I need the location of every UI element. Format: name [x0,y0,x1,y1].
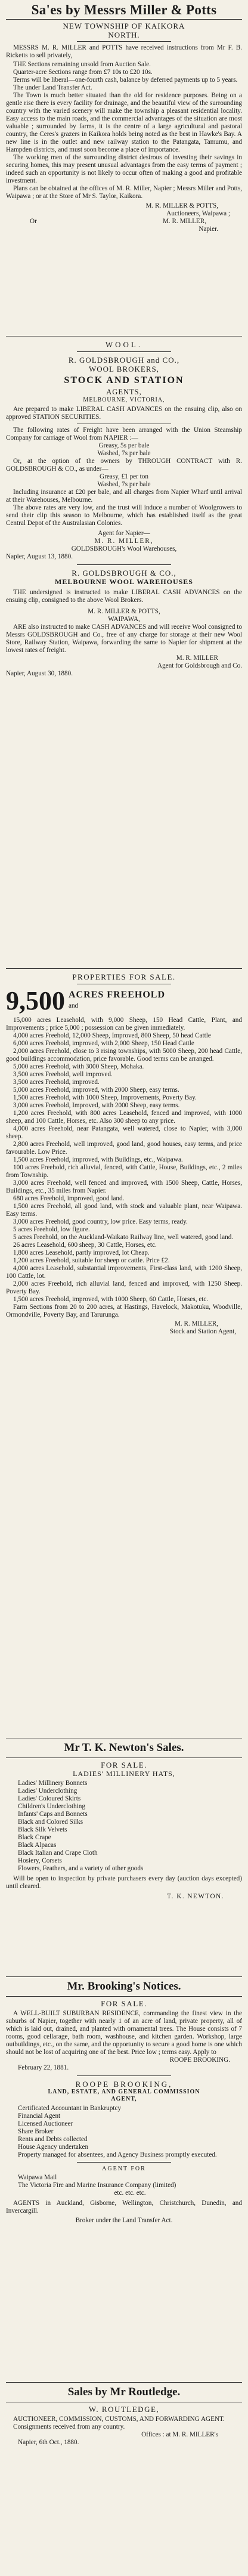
signature-detail: Stock and Station Agent, [169,1328,236,1335]
firm-title: AGENT, [111,2096,137,2102]
firm-name: AGENTS, [106,388,142,396]
property-item: 3,000 acres Freehold, well fenced and improved, with 1500 Sheep, Cattle, Horses, Buildings, etc., 35 miles from Napier. [6,1179,242,1194]
firm-name: W. ROUTLEDGE, [88,2405,160,2414]
service-item: Licensed Auctioneer [18,2120,73,2127]
goods-item: Infants' Caps and Bonnets [18,1811,88,1818]
service-item: Rents and Debts collected [18,2136,88,2143]
firm-location: MELBOURNE, VICTORIA, [83,397,165,403]
goods-item: Children's Underclothing [18,1803,85,1810]
body-paragraph: Will be open to inspection by private purchasers every day (auction days excepted) until cleared. [6,1875,242,1890]
property-item: 26 acres Leasehold, 600 sheep, 30 Cattle, Horses, etc. [13,1241,157,1249]
for-sale-heading: FOR SALE. [101,1999,147,2008]
agent-line: Agent for Napier— [98,530,150,537]
firm-title: LAND, ESTATE, AND GENERAL COMMISSION [48,2089,200,2095]
body-paragraph: The under Land Transfer Act. [13,84,92,91]
headline-and: and [69,1002,79,1009]
agency-item: etc. etc. etc. [114,2189,146,2197]
body-paragraph: MESSRS M. R. MILLER and POTTS have received instructions from Mr F. B. Ricketts to sell privately, [6,44,242,59]
property-item: 2,800 acres Freehold, well improved, good land, good houses, easy terms, and price favourable. Low Price. [6,1141,242,1156]
body-paragraph: Are prepared to make LIBERAL CASH ADVANCES on the ensuing clip, also on approved STATION SECURITIES. [6,406,242,421]
divider [77,351,171,352]
goods-list [6,1780,242,1873]
signature: T. K. NEWTON. [167,1893,224,1900]
property-item: 2,000 acres Freehold, close to 3 rising townships, with 5000 Sheep, 200 head Cattle, good buildings accommodation, price favorable. Good terms can be arranged. [6,1048,242,1062]
date-line: Napier, August 13, 1880. [6,553,73,560]
sales-miller-potts-section [6,2,242,336]
property-item: 3,000 acres Freehold, Improved, with 2000 Sheep, easy terms. [13,1102,180,1109]
goods-item: Black Silk Velvets [18,1826,67,1833]
property-item: 3,500 acres Freehold, improved. [13,1079,100,1086]
service-item: Certificated Accountant in Bankruptcy [18,2105,122,2112]
body-paragraph: Including insurance at £20 per bale, and all charges from Napier Wharf until arrival at their Warehouses, Melbourne. [6,489,242,504]
body-paragraph: Terms will be liberal—one-fourth cash, balance by deferred payments up to 5 years. [13,76,238,84]
subtitle: NORTH. [108,30,140,39]
body-paragraph: The following rates of Freight have been arranged with the Union Steamship Company for carriage of Wool from NAPIER :— [6,427,242,441]
property-item: 4,000 acres Freehold, 12,000 Sheep, Improved, 800 Sheep, 50 head Cattle [13,1032,211,1039]
goods-item: Black and Colored Silks [18,1818,83,1826]
service-item: House Agency undertaken [18,2143,89,2151]
section-heading: Mr. Brooking's Notices. [67,1980,181,1993]
offices-line: Offices : at M. R. MILLER's [141,2431,218,2438]
firm-name: R. GOLDSBROUGH & CO., [72,569,176,577]
section-heading: Sales by Mr Routledge. [67,2386,181,2398]
body-paragraph: THE undersigned is instructed to make LIBERAL CASH ADVANCES on the ensuing clip, consigned to the above Wool Brokers. [6,589,242,604]
divider [77,564,171,565]
divider [77,41,171,42]
headline-block [6,988,242,1014]
for-sale-heading: FOR SALE. [101,1760,147,1769]
property-item: 4,000 acres Freehold, near Patangata, well watered, close to Napier, with 3,000 sheep. [6,1125,242,1140]
subheading: LADIES' MILLINERY HATS, [73,1769,175,1778]
signature: M. R. MILLER & POTTS, [145,202,218,209]
property-item: 15,000 acres Leasehold, with 9,000 Sheep, 150 Head Cattle, Plant, and Improvements ; price 5,000 ; possession can be given immediately. [6,1017,242,1031]
firm-title: STOCK AND STATION [64,375,184,385]
goods-item: Black Crape [18,1834,51,1841]
rate-line: Washed, 7s per bale [97,450,151,457]
divider [6,2382,242,2383]
body-paragraph: The working men of the surrounding district desirous of investing their savings in securing homes, this may present unusual advantages from the easy terms of payment ; indeed such an opportunity is not likely to occur often of making a good and profitable investment. [6,154,242,184]
divider [6,19,242,20]
signature: ROOPE BROOKING. [169,2056,230,2064]
headline-number: 9,500 [6,988,65,1014]
property-item: 1,500 acres Freehold, with 1000 Sheep, Improvements, Poverty Bay. [13,1094,197,1101]
goods-item: Ladies' Coloured Skirts [18,1795,81,1802]
property-item: 6,000 acres Freehold, improved, with 2,000 Sheep, 150 Head Cattle [13,1040,194,1047]
headline-text: ACRES FREEHOLD [69,990,166,1000]
property-item: 5,000 acres Freehold, improved, with 2000 Sheep, easy terms. [13,1086,179,1094]
divider [6,1996,242,1997]
goods-item: Black Italian and Crape Cloth [18,1849,98,1857]
body-paragraph: The Town is much better situated than the old for residence purposes. Being on a gentle rise there is every facility for drainage, and the beautiful view of the surrounding country with the varied scenery will make the township a pleasant residential locality. Easy access to the main roads, and the commercial advantages of the situation are most valuable ; surrounded by farms, it is the centre of a large agricultural and pastoral country, the Ceres's grazers in Kaikora holds being noted as the best in Hawke's Bay. A new line is in the outlet and new railway station to the Patangata, Tamumu, and Hampden districts, and must soon become a place of importance. [6,92,242,153]
property-list [6,1017,242,1319]
property-item: 1,200 acres Freehold, with 800 acres Leasehold, fenced and improved, with 1000 sheep, and 100 Cattle, Horses, etc. Also 300 sheep to any price. [6,1110,242,1125]
properties-section [6,968,242,1738]
divider [6,1976,242,1977]
rate-line: Washed, 7s per bale [97,481,151,488]
property-item: 5,000 acres Freehold, with 3000 Sheep, Mohaka. [13,1063,144,1070]
body-paragraph: The above rates are very low, and the trust will induce a number of Woolgrowers to send their clip this season to Melbourne, which has established itself as the great Central Depot of the Australasian Colonies. [6,504,242,527]
body-paragraph: Quarter-acre Sections range from £7 10s to £20 10s. [13,69,153,76]
agent-name: M. R. MILLER, [94,538,154,545]
goods-item: Hosiery, Corsets [18,1857,62,1864]
agency-item: The Victoria Fire and Marine Insurance Company (limited) [18,2182,176,2189]
subtitle: NEW TOWNSHIP OF KAIKORA [63,21,185,30]
service-item: Financial Agent [18,2112,61,2120]
goods-item: Ladies' Underclothing [18,1787,78,1794]
agency-item: Waipawa Mail [18,2174,57,2181]
service-item: Share Broker [18,2128,54,2135]
firm-name: MELBOURNE WOOL WAREHOUSES [55,577,193,586]
divider [6,968,242,969]
body-paragraph: A WELL-BUILT SUBURBAN RESIDENCE, commanding the finest view in the suburbs of Napier, together with nearly 1 of an acre of land, private property, all of which is laid out, drained, and planted with ornamental trees. The House consists of 7 rooms, good cellarage, bath room, washhouse, and kitchen garden. Workshop, large outbuildings, etc., on the same, and the opportunity to secure a good home is one which should not be lost of acquiring one of the best. Price low ; terms easy. Apply to [6,2010,242,2056]
routledge-section [6,2382,242,2501]
date-line: February 22, 1881. [18,2064,69,2071]
signature-place: WAIPAWA, [108,616,140,623]
section-heading: Sa'es by Messrs Miller & Potts [31,2,217,17]
signature-detail: Agent for Goldsbrough and Co. [157,662,242,669]
agencies-list [6,2174,242,2197]
section-heading: WOOL. [105,340,143,349]
signature-place: Auctioneers, Waipawa ; [166,210,230,217]
divider [77,2075,171,2076]
firm-name: WOOL BROKERS, [89,365,159,373]
section-heading: Mr T. K. Newton's Sales. [64,1741,184,1754]
property-item: 5 acres Freehold, on the Auckland-Waikato Railway line, well watered, good land. [13,1234,234,1241]
date-line: Napier, 6th Oct., 1880. [18,2439,79,2446]
section-heading: PROPERTIES FOR SALE. [72,972,176,981]
signature: M. R. MILLER & POTTS, [88,608,160,615]
body-paragraph: Plans can be obtained at the offices of M. R. Miller, Napier ; Messrs Miller and Potts, Waipawa ; or at the Store of Mr S. Taylor, Kaikora. [6,185,242,200]
signature: M. R. MILLER, [162,218,206,225]
body-paragraph: Consignments received from any country. [13,2423,125,2430]
service-item: Property managed for absentees, and Agency Business promptly executed. [18,2151,217,2158]
property-item: 1,500 acres Freehold, improved, with 1000 Sheep, 60 Cattle, Horses, etc. [13,1296,209,1303]
goods-item: Flowers, Feathers, and a variety of other goods [18,1865,144,1872]
goods-item: Black Alpacas [18,1842,57,1849]
services-list [6,2105,242,2159]
body-paragraph: AGENTS in Auckland, Gisborne, Wellington, Christchurch, Dunedin, and Invercargill. [6,2200,242,2214]
brooking-section [6,1976,242,2382]
property-item: 1,500 acres Freehold, improved, with Buildings, etc., Waipawa. [13,1156,183,1163]
rate-line: Greasy, 5s per bale [98,442,150,449]
property-item: 3,000 acres Freehold, good country, low price. Easy terms, ready. [13,1218,188,1225]
property-item: 680 acres Freehold, improved, good land. [13,1195,125,1202]
property-item: 100 acres Freehold, rich alluvial, fenced, with Cattle, House, Buildings, etc., 2 miles from Township. [6,1164,242,1179]
goods-item: Ladies' Millinery Bonnets [18,1780,88,1787]
newton-section [6,1738,242,1976]
body-paragraph: ARE also instructed to make CASH ADVANCES and will receive Wool consigned to Messrs GOLDSBROUGH and Co., free of any charge for storage at their new Wool Store, Railway Station, Waipawa, forwarding the same to Napier for shipment at the lowest rates of freight. [6,623,242,654]
wool-section [6,336,242,968]
property-item: 1,200 acres Freehold, suitable for sheep or cattle. Price £2. [13,1257,170,1264]
signature-place: Napier. [199,226,218,233]
firm-name: ROOPE BROOKING, [75,2080,173,2089]
property-item: 4,000 acres Leasehold, substantial improvements, First-class land, with 1200 Sheep, 100 Cattle, lot. [6,1265,242,1280]
firm-name: R. GOLDSBROUGH and CO., [68,356,180,365]
signature: M. R. MILLER, [174,1320,218,1327]
signature: M. R. MILLER [176,654,218,662]
date-line: Napier, August 30, 1880. [6,670,73,677]
body-paragraph: AUCTIONEER, COMMISSION, CUSTOMS, AND FORWARDING AGENT. [13,2416,225,2423]
divider [77,2162,171,2163]
agent-for-heading: AGENT FOR [102,2166,146,2172]
property-item: 2,000 acres Freehold, rich alluvial land, fenced and improved, with 1250 Sheep. Poverty Bay. [6,1280,242,1295]
signature-row [6,218,242,226]
rate-line: Greasy, £1 per ton [100,473,148,480]
agent-detail: GOLDSBROUGH's Wool Warehouses, [71,545,177,552]
property-item: 1,800 acres Leasehold, partly improved, lot Cheap. [13,1249,150,1256]
property-item: 3,500 acres Freehold, well improved. [13,1071,113,1078]
property-item: 1,500 acres Freehold, all good land, with stock and valuable plant, near Waipawa. Easy terms. [6,1203,242,1218]
body-paragraph: THE Sections remaining unsold from Auction Sale. [13,61,151,68]
property-item: 5 acres Freehold, low figure. [13,1226,90,1233]
body-paragraph: Or, at the option of the owners by THROUGH CONTRACT with R. GOLDSBROUGH & CO., as under— [6,458,242,472]
property-item: Farm Sections from 20 to 200 acres, at Hastings, Havelock, Makotuku, Woodville, Ormondville, Poverty Bay, and Tarurunga. [6,1304,242,1318]
broker-line: Broker under the Land Transfer Act. [75,2217,173,2224]
or-text: Or [30,218,37,225]
